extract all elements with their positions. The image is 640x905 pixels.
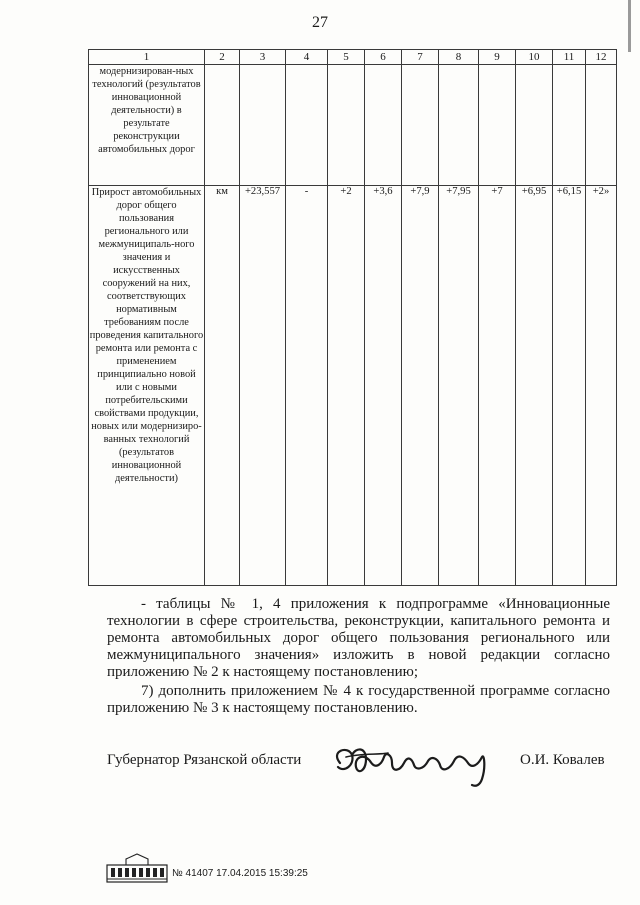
value-cell: +6,95: [516, 186, 553, 586]
column-header: 7: [402, 50, 439, 65]
value-cell: +6,15: [553, 186, 586, 586]
value-cell: +3,6: [365, 186, 402, 586]
handwritten-signature: [322, 733, 492, 791]
column-header: 11: [553, 50, 586, 65]
signatory-name: О.И. Ковалев: [520, 752, 605, 768]
value-cell: +7,9: [402, 186, 439, 586]
column-header: 8: [439, 50, 479, 65]
column-header: 2: [205, 50, 240, 65]
column-header: 6: [365, 50, 402, 65]
amendment-paragraph: - таблицы № 1, 4 приложения к подпрограмме «Инновационные технологии в сфере строительства, реконструкции, капитального ремонта и ремонта автомобильных дорог общего пользования регионального или межмуниципального значения» изложить в новой редакции согласно приложению № 2 к настоящему постановлению;: [107, 596, 610, 680]
empty-cell: [328, 65, 365, 186]
registry-stamp-icon: [106, 853, 168, 883]
empty-cell: [240, 65, 286, 186]
table-row: [89, 65, 617, 186]
table-row: [89, 186, 617, 586]
signatory-title: Губернатор Рязанской области: [107, 752, 302, 768]
empty-cell: [205, 65, 240, 186]
empty-cell: [586, 65, 617, 186]
value-cell: +23,557: [240, 186, 286, 586]
indicator-name-cell: модернизирован-ных технологий (результатов инновационной деятельности) в результате реконструкции автомобильных дорог: [89, 65, 205, 186]
column-header: 10: [516, 50, 553, 65]
registration-stamp: № 41407 17.04.2015 15:39:25: [172, 868, 308, 879]
column-header: 1: [89, 50, 205, 65]
value-cell: +2: [328, 186, 365, 586]
empty-cell: [439, 65, 479, 186]
column-header: 12: [586, 50, 617, 65]
value-cell: +2»: [586, 186, 617, 586]
value-cell: +7,95: [439, 186, 479, 586]
empty-cell: [402, 65, 439, 186]
value-cell: +7: [479, 186, 516, 586]
page-number: 27: [312, 14, 328, 31]
column-header: 5: [328, 50, 365, 65]
empty-cell: [479, 65, 516, 186]
empty-cell: [553, 65, 586, 186]
empty-cell: [516, 65, 553, 186]
column-header: 4: [286, 50, 328, 65]
column-header: 3: [240, 50, 286, 65]
amendment-paragraph: 7) дополнить приложением № 4 к государственной программе согласно приложению № 3 к настоящему постановлению.: [107, 683, 610, 716]
unit-cell: км: [205, 186, 240, 586]
empty-cell: [286, 65, 328, 186]
column-header: 9: [479, 50, 516, 65]
empty-cell: [365, 65, 402, 186]
indicators-table: [88, 49, 617, 586]
table-header-row: [89, 50, 617, 65]
edge-mark: [628, 0, 631, 52]
value-cell: -: [286, 186, 328, 586]
indicator-name-cell: Прирост автомобильных дорог общего пользования регионального или межмуниципаль-ного значения и искусственных сооружений на них, соответствующих нормативным требованиям после проведения капитального ремонта или ремонта с применением принципиально новой или с новыми потребительскими свойствами продукции, новых или модернизиро-ванных технологий (результатов инновационной деятельности): [89, 186, 205, 586]
